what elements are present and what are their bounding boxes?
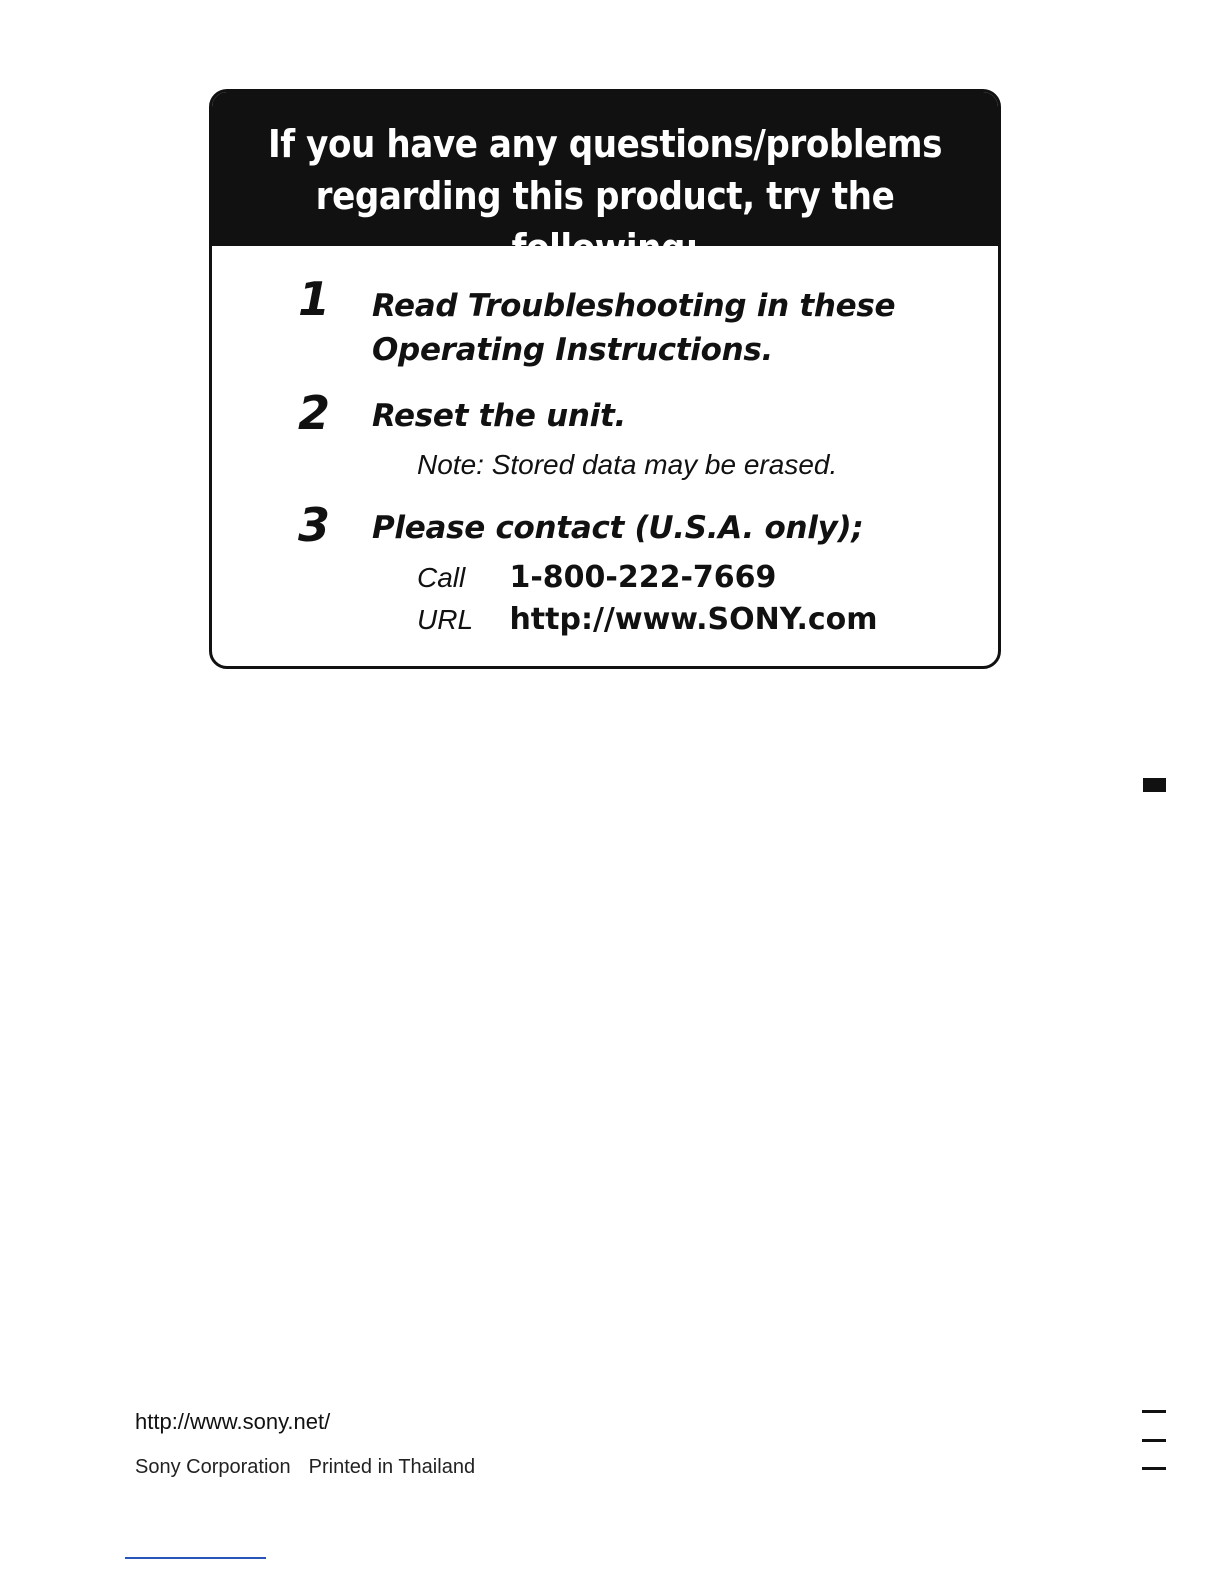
printed-in: Printed in Thailand: [308, 1456, 476, 1478]
support-url: http://www.SONY.com: [509, 602, 878, 637]
company-name: Sony Corporation: [135, 1456, 291, 1478]
contact-label: Call: [417, 562, 466, 593]
contact-label: URL: [417, 604, 474, 635]
header-line-1: If you have any questions/problems: [267, 122, 943, 166]
step-text-line: Read Troubleshooting in these: [372, 288, 896, 324]
help-box: [209, 89, 1001, 669]
step-note: Note: Stored data may be erased.: [417, 449, 838, 480]
side-marker: [1143, 778, 1166, 792]
phone-number: 1-800-222-7669: [509, 560, 777, 595]
step-number: 2: [298, 386, 331, 440]
bottom-rule: [125, 1557, 266, 1559]
contact-call: [417, 560, 776, 595]
side-tick: [1142, 1410, 1166, 1413]
step-text-line: Please contact (U.S.A. only);: [372, 510, 864, 546]
contact-url: [417, 602, 878, 637]
header-line-2: regarding this product, try the following:: [315, 174, 895, 270]
footer-url: http://www.sony.net/: [135, 1409, 331, 1434]
step-text-line: Operating Instructions.: [372, 332, 774, 368]
footer-corporation: [135, 1456, 475, 1479]
side-tick: [1142, 1439, 1166, 1442]
step-number: 3: [298, 498, 331, 552]
help-header: [212, 92, 998, 270]
step-number: 1: [298, 272, 331, 326]
side-tick: [1142, 1467, 1166, 1470]
step-text-line: Reset the unit.: [372, 398, 627, 434]
